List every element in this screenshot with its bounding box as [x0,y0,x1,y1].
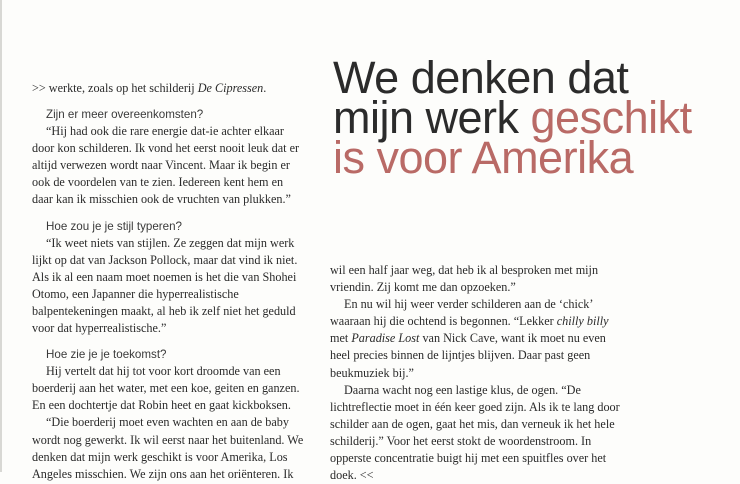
right-paragraph-2 [330,296,620,381]
headline-line-3: is voor Amerika [333,132,634,183]
question-3: Hoe zie je je toekomst? [46,348,167,362]
painting-title: De Cipressen [197,81,264,95]
page-gutter-edge [0,0,2,472]
answer-3a: Hij vertelt dat hij tot voor kort droomde van een boerderij aan het water, met een koe, geiten en ganzen. En een dochtertje dat Robin heet en gaat kickboksen. [32,364,300,413]
question-1: Zijn er meer overeenkomsten? [46,108,204,122]
continuation-text: >> werkte, zoals op het schilderij [32,81,198,95]
right-paragraph-3: Daarna wacht nog een lastige klus, de ogen. “De lichtreflectie moet in één keer goed zijn. Als ik te lang door schilder aan de ogen, gaat het mis, dan verneuk ik het hele schilderij.” Voor het eerst stokt de woordenstroom. In opperste concentratie buigt hij met een spuitfles over het doek. << [330,382,620,483]
period: . [263,81,267,95]
article-column-left [32,80,304,483]
article-column-right [330,262,620,484]
album-title: Paradise Lost [351,331,420,346]
answer-1: “Hij had ook die rare energie dat-ie achter elkaar door kon schilderen. Ik vond het eerst nooit leuk dat er altijd verwezen wordt naar Vincent. Maar ik begin er ook de voordelen van te zien. Iedereen kent hem en daar kan ik misschien ook de vruchten van plukken.” [32,124,300,207]
p2-text-a: En nu wil hij weer verder schilderen aan de ‘chick’ waaraan hij die ochtend is begonnen. “Lekker [330,297,593,329]
p2-text-b: met [330,331,352,346]
answer-2: “Ik weet niets van stijlen. Ze zeggen dat mijn werk lijkt op dat van Jackson Pollock, maar dat vind ik niet. Als ik al een naam moet noemen is het die van Shohei Otomo, een Japanner die hyperrealistische balpentekeningen maakt, al heb ik zelf niet het geduld voor dat hyperrealistische.” [32,235,298,336]
headline-line-1: We denken dat [333,52,629,103]
question-2: Hoe zou je je stijl typeren? [46,219,182,233]
headline-line-2-plain: mijn werk [333,92,531,143]
p2-italic-phrase: chilly billy [556,314,609,329]
continued-paragraph [32,80,304,97]
p2-text-c: van Nick Cave, want ik moet nu even heel precies binnen de lijntjes blijven. Daar past geen beukmuziek bij.” [330,331,606,380]
answer-3b: “Die boerderij moet even wachten en aan de baby wordt nog gewerkt. Ik wil eerst naar het buitenland. We denken dat mijn werk geschikt is voor Amerika, Los Angeles misschien. We zijn ons aan het oriënteren. Ik [32,415,304,481]
right-paragraph-1: wil een half jaar weg, dat heb ik al besproken met mijn vriendin. Zij komt me dan opzoeken.” [330,263,599,295]
headline-line-2-accent: geschikt [530,92,692,143]
pull-quote-headline [333,52,733,183]
